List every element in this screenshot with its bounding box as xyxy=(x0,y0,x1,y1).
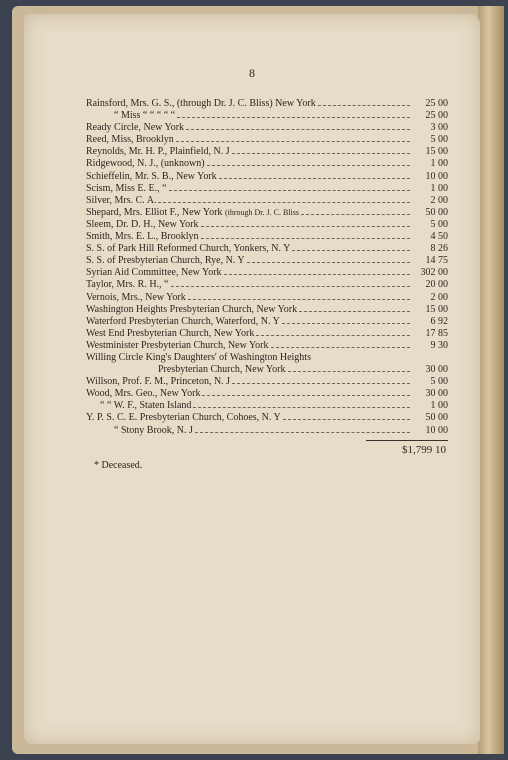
donation-amount: 10 00 xyxy=(425,170,448,182)
list-item xyxy=(86,292,448,304)
donation-amount: 50 00 xyxy=(425,206,448,218)
donation-amount: 9 30 xyxy=(430,339,448,351)
donor-name: Willson, Prof. F. M., Princeton, N. J xyxy=(86,376,231,388)
donor-name: Shepard, Mrs. Elliot F., New York xyxy=(86,206,223,218)
list-item xyxy=(86,316,448,328)
donor-name: West End Presbyterian Church, New York xyxy=(86,327,255,339)
donation-amount: 1 00 xyxy=(430,158,448,170)
list-item xyxy=(86,122,448,134)
donor-name: S. S. of Park Hill Reformed Church, Yonkers, N. Y xyxy=(86,243,291,255)
dot-leader xyxy=(282,323,410,324)
list-item xyxy=(86,340,448,352)
donor-name: Wood, Mrs. Geo., New York xyxy=(86,388,201,400)
dot-leader xyxy=(288,371,411,372)
donor-name: Y. P. S. C. E. Presbyterian Church, Cohoes, N. Y xyxy=(86,412,281,424)
list-item xyxy=(86,219,448,231)
dot-leader xyxy=(219,178,410,179)
list-item xyxy=(86,400,448,412)
total-rule xyxy=(366,440,448,441)
dot-leader xyxy=(158,202,410,203)
donation-amount: 30 00 xyxy=(425,388,448,400)
dot-leader xyxy=(176,141,410,142)
dot-leader xyxy=(232,153,410,154)
list-item xyxy=(86,183,448,195)
donor-name: Westminister Presbyterian Church, New York xyxy=(86,339,269,351)
donor-name: Syrian Aid Committee, New York xyxy=(86,267,222,279)
donation-amount: 5 00 xyxy=(430,134,448,146)
donor-name: Ready Circle, New York xyxy=(86,122,185,134)
dot-leader xyxy=(271,347,410,348)
donation-amount: 14 75 xyxy=(425,255,448,267)
donor-name: Presbyterian Church, New York xyxy=(158,364,286,376)
dot-leader xyxy=(193,407,410,408)
dot-leader xyxy=(201,226,411,227)
donation-amount: 1 00 xyxy=(430,400,448,412)
donation-amount: 302 00 xyxy=(420,267,448,279)
page-sheet xyxy=(24,14,480,744)
donor-name: Reed, Miss, Brooklyn xyxy=(86,134,174,146)
list-item xyxy=(86,412,448,424)
dot-leader xyxy=(171,286,411,287)
donor-name: Willing Circle King's Daughters' of Washington Heights xyxy=(86,351,311,363)
donor-name: “ Stony Brook, N. J xyxy=(114,424,193,436)
list-item xyxy=(86,231,448,243)
donor-name: Waterford Presbyterian Church, Waterford, N. Y xyxy=(86,315,280,327)
footnote: * Deceased. xyxy=(94,460,143,471)
donation-amount: 17 85 xyxy=(425,327,448,339)
list-item xyxy=(86,279,448,291)
donor-name: Washington Heights Presbyterian Church, New York xyxy=(86,303,298,315)
list-item xyxy=(86,267,448,279)
dot-leader xyxy=(318,105,410,106)
list-item xyxy=(86,98,448,110)
page-edges xyxy=(478,6,504,754)
donor-name: “ “ W. F., Staten Island xyxy=(100,400,192,412)
dot-leader xyxy=(292,250,410,251)
donation-amount: 8 26 xyxy=(430,243,448,255)
donor-name: Smith, Mrs. E. L., Brooklyn xyxy=(86,231,199,243)
list-item xyxy=(86,207,448,219)
donation-amount: 15 00 xyxy=(425,303,448,315)
donation-amount: 25 00 xyxy=(425,98,448,109)
list-item xyxy=(86,352,448,364)
list-item xyxy=(86,388,448,400)
donor-name: Vernois, Mrs., New York xyxy=(86,291,186,303)
donation-amount: 10 00 xyxy=(425,424,448,436)
list-item xyxy=(86,255,448,267)
page-number: 8 xyxy=(249,66,255,80)
dot-leader xyxy=(169,190,410,191)
dot-leader xyxy=(186,129,410,130)
donation-amount: 6 92 xyxy=(430,315,448,327)
dot-leader xyxy=(177,117,410,118)
donation-amount: 5 00 xyxy=(430,376,448,388)
donation-amount: 20 00 xyxy=(425,279,448,291)
donor-name: Schieffelin, Mr. S. B., New York xyxy=(86,170,217,182)
dot-leader xyxy=(299,311,410,312)
dot-leader xyxy=(232,383,410,384)
list-item xyxy=(86,146,448,158)
dot-leader xyxy=(224,274,410,275)
donor-name: “ Miss “ “ “ “ “ xyxy=(114,110,176,122)
list-item xyxy=(86,376,448,388)
dot-leader xyxy=(256,335,410,336)
list-item xyxy=(86,243,448,255)
donation-amount: 2 00 xyxy=(430,291,448,303)
dot-leader xyxy=(207,165,410,166)
dot-leader xyxy=(188,299,410,300)
dot-leader xyxy=(247,262,410,263)
total-amount: $1,799 10 xyxy=(402,444,446,456)
donor-name: Taylor, Mrs. R. H., “ xyxy=(86,279,169,291)
dot-leader xyxy=(195,432,410,433)
donor-note: (through Dr. J. C. Bliss xyxy=(224,207,299,217)
donation-amount: 2 00 xyxy=(430,194,448,206)
donor-name: Rainsford, Mrs. G. S., (through Dr. J. C. Bliss) New York xyxy=(86,98,316,109)
donation-amount: 1 00 xyxy=(430,182,448,194)
dot-leader xyxy=(283,419,410,420)
donation-amount: 5 00 xyxy=(430,218,448,230)
donor-name: Sleem, Dr. D. H., New York xyxy=(86,218,199,230)
donation-amount: 50 00 xyxy=(425,412,448,424)
dot-leader xyxy=(301,214,410,215)
donor-name: Ridgewood, N. J., (unknown) xyxy=(86,158,205,170)
list-item xyxy=(86,134,448,146)
dot-leader xyxy=(201,238,410,239)
list-item xyxy=(86,171,448,183)
list-item xyxy=(86,158,448,170)
donor-name: Silver, Mrs. C. A. xyxy=(86,194,157,206)
donation-amount: 25 00 xyxy=(425,110,448,122)
list-item xyxy=(86,304,448,316)
donation-amount: 30 00 xyxy=(425,364,448,376)
list-item xyxy=(86,425,448,437)
donor-name: Reynolds, Mr. H. P., Plainfield, N. J xyxy=(86,146,230,158)
donation-amount: 15 00 xyxy=(425,146,448,158)
list-item xyxy=(86,328,448,340)
list-item xyxy=(86,364,448,376)
donor-name: Scism, Miss E. E., “ xyxy=(86,182,167,194)
donation-amount: 3 00 xyxy=(430,122,448,134)
donation-list xyxy=(86,98,448,437)
list-item xyxy=(86,195,448,207)
donation-amount: 4 50 xyxy=(430,231,448,243)
dot-leader xyxy=(202,395,410,396)
donor-name: S. S. of Presbyterian Church, Rye, N. Y xyxy=(86,255,245,267)
list-item xyxy=(86,110,448,122)
